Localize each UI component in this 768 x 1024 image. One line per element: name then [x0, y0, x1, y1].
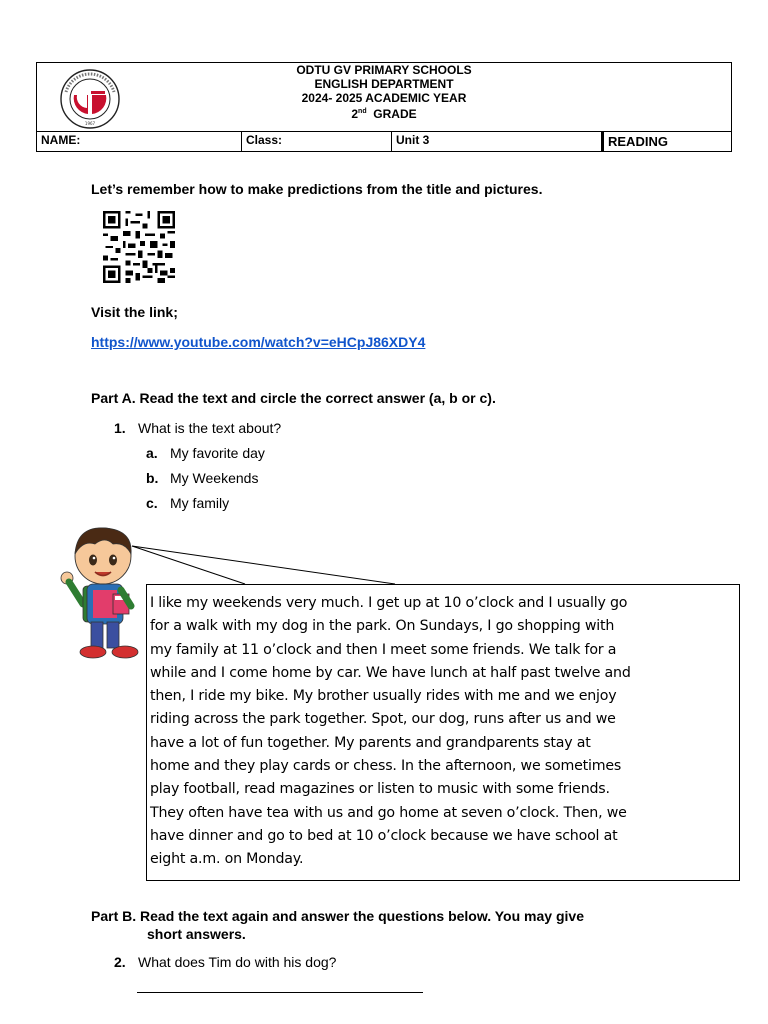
passage-line: riding across the park together. Spot, our dog, runs after us and we [150, 711, 616, 728]
passage-line: play football, read magazines or listen to music with some friends. [150, 781, 610, 798]
part-b-heading-cont: short answers. [147, 926, 246, 942]
passage-line: They often have tea with us and go home at seven o’clock. Then, we [150, 804, 627, 821]
academic-year: 2024- 2025 ACADEMIC YEAR [301, 91, 467, 105]
question-1 [114, 420, 281, 436]
name-field[interactable] [37, 132, 242, 151]
section-cell [602, 132, 731, 151]
passage-line: home and they play cards or chess. In the afternoon, we sometimes [150, 758, 622, 775]
info-row [36, 131, 732, 152]
question-2 [114, 954, 336, 970]
option-letter: a. [146, 445, 158, 461]
class-field[interactable] [242, 132, 392, 151]
header-box [36, 62, 732, 132]
option-c[interactable] [146, 495, 229, 511]
passage-line: for a walk with my dog in the park. On Sundays, I go shopping with [150, 618, 615, 635]
unit-label: Unit 3 [396, 133, 430, 147]
grade-number: 2 [351, 107, 359, 121]
question-text: What is the text about? [138, 420, 282, 436]
school-name: ODTU GV PRIMARY SCHOOLS [296, 63, 472, 77]
section-label: READING [608, 134, 668, 149]
passage-line: my family at 11 o’clock and then I meet some friends. We talk for a [150, 641, 617, 658]
unit-cell [392, 132, 602, 151]
boy-illustration [55, 524, 145, 660]
grade-suffix: nd [358, 108, 367, 115]
passage-line: have a lot of fun together. My parents and grandparents stay at [150, 734, 591, 751]
option-letter: c. [146, 495, 158, 511]
name-label: NAME: [41, 133, 81, 147]
option-a[interactable] [146, 445, 265, 461]
reading-passage [150, 592, 736, 872]
part-a-heading: Part A. Read the text and circle the correct answer (a, b or c). [91, 390, 496, 406]
passage-line: I like my weekends very much. I get up at 10 o’clock and I usually go [150, 595, 628, 611]
intro-instruction: Let’s remember how to make predictions from the title and pictures. [91, 181, 543, 197]
youtube-link[interactable]: https://www.youtube.com/watch?v=eHCpJ86XDY4 [91, 334, 426, 350]
school-logo [58, 68, 122, 130]
grade-word: GRADE [373, 107, 417, 121]
question-text: What does Tim do with his dog? [138, 954, 337, 970]
qr-code[interactable] [101, 211, 177, 283]
question-number: 2. [114, 954, 126, 970]
speech-pointer [120, 540, 410, 590]
svg-text:1967: 1967 [84, 121, 96, 126]
option-text: My family [170, 495, 230, 511]
answer-line[interactable] [137, 992, 423, 993]
option-text: My Weekends [170, 470, 259, 486]
department-name: ENGLISH DEPARTMENT [314, 77, 454, 91]
visit-label: Visit the link; [91, 304, 178, 320]
passage-line: have dinner and go to bed at 10 o’clock because we have school at [150, 827, 618, 844]
option-letter: b. [146, 470, 159, 486]
passage-line: then, I ride my bike. My brother usually rides with me and we enjoy [150, 688, 617, 705]
grade-line [37, 105, 731, 121]
part-b-heading: Part B. Read the text again and answer the questions below. You may give [91, 908, 584, 924]
passage-line: eight a.m. on Monday. [150, 851, 304, 868]
option-text: My favorite day [170, 445, 265, 461]
question-number: 1. [114, 420, 126, 436]
passage-line: while and I come home by car. We have lunch at half past twelve and [150, 664, 631, 681]
option-b[interactable] [146, 470, 258, 486]
class-label: Class: [246, 133, 283, 147]
